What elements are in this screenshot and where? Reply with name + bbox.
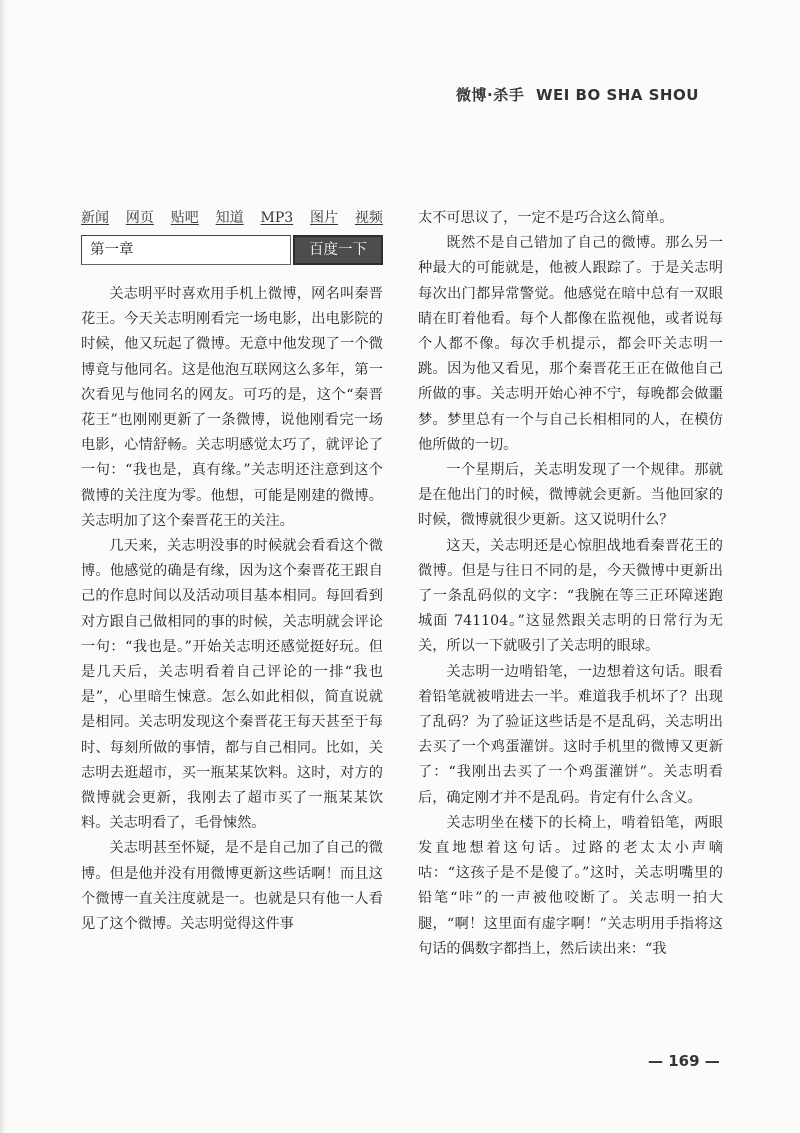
nav-link-tieba[interactable]: 贴吧 — [170, 210, 199, 226]
page-number-value: 169 — [668, 1052, 700, 1070]
paragraph: 既然不是自己错加了自己的微博。那么另一种最大的可能就是，他被人跟踪了。于是关志明每次出门都异常警觉。他感觉在暗中总有一双眼睛在盯着他看。每个人都像在监视他，或者说每个人都不像。每次手机提示，都会吓关志明一跳。因为他又看见，那个秦晋花王正在做他自己所做的事。关志明开始心神不宁，每晚都会做噩梦。梦里总有一个与自己长相相同的人，在模仿他所做的一切。 — [418, 235, 723, 453]
left-column — [81, 282, 383, 937]
column-name: 微博·杀手 — [456, 86, 525, 104]
page-edge-shadow — [0, 0, 6, 1133]
paragraph: 这天，关志明还是心惊胆战地看秦晋花王的微博。但是与往日不同的是，今天微博中更新出了一条乱码似的文字：“我腕在等三正环障迷跑城面 741104。”这显然跟关志明的日常行为无关，所以一下就吸引了关志明的眼球。 — [418, 537, 723, 655]
column-name-pinyin: WEI BO SHA SHOU — [535, 86, 699, 104]
search-nav-links — [81, 207, 383, 229]
nav-link-mp3[interactable]: MP3 — [260, 210, 294, 226]
nav-link-video[interactable]: 视频 — [354, 210, 383, 226]
paragraph: 关志明一边啃铅笔，一边想着这句话。眼看着铅笔就被啃进去一半。难道我手机坏了？出现了乱码？为了验证这些话是不是乱码，关志明出去买了一个鸡蛋灌饼。这时手机里的微博又更新了：“我刚出去买了一个鸡蛋灌饼”。关志明看后，确定刚才并不是乱码。肯定有什么含义。 — [418, 663, 723, 806]
right-column — [418, 206, 723, 962]
search-row — [81, 235, 383, 265]
search-input[interactable]: 第一章 — [81, 235, 291, 265]
paragraph: 几天来，关志明没事的时候就会看看这个微博。他感觉的确是有缘，因为这个秦晋花王跟自己的作息时间以及活动项目基本相同。每回看到对方跟自己做相同的事的时候，关志明就会评论一句：“我也是。”开始关志明还感觉挺好玩。但是几天后，关志明看着自己评论的一排“我也是”，心里暗生悚意。怎么如此相似，简直说就是相同。关志明发现这个秦晋花王每天甚至于每时、每刻所做的事情，都与自己相同。比如，关志明去逛超市，买一瓶某某饮料。这时，对方的微博就会更新，我刚去了超市买了一瓶某某饮料。关志明看了，毛骨悚然。 — [81, 538, 383, 832]
nav-link-web[interactable]: 网页 — [125, 210, 154, 226]
search-widget — [81, 207, 383, 267]
column-header — [456, 84, 726, 106]
page-number: — 169 — — [648, 1052, 720, 1070]
paragraph: 关志明平时喜欢用手机上微博，网名叫秦晋花王。今天关志明刚看完一场电影，出电影院的时候，他又玩起了微博。无意中他发现了一个微博竟与他同名。这是他泡互联网这么多年，第一次看见与他同名的网友。可巧的是，这个“秦晋花王”也刚刚更新了一条微博，说他刚看完一场电影，心情舒畅。关志明感觉太巧了，就评论了一句：“我也是，真有缘。”关志明还注意到这个微博的关注度为零。他想，可能是刚建的微博。关志明加了这个秦晋花王的关注。 — [81, 286, 383, 529]
paragraph: 关志明甚至怀疑，是不是自己加了自己的微博。但是他并没有用微博更新这些话啊！而且这个微博一直关注度就是一。也就是只有他一人看见了这个微博。关志明觉得这件事 — [81, 840, 383, 933]
search-button[interactable]: 百度一下 — [293, 235, 383, 265]
nav-link-images[interactable]: 图片 — [310, 210, 339, 226]
paragraph: 一个星期后，关志明发现了一个规律。那就是在他出门的时候，微博就会更新。当他回家的时候，微博就很少更新。这又说明什么？ — [418, 462, 723, 529]
nav-link-news[interactable]: 新闻 — [81, 210, 109, 226]
nav-link-zhidao[interactable]: 知道 — [215, 210, 244, 226]
paragraph-continuation: 太不可思议了，一定不是巧合这么简单。 — [418, 210, 674, 226]
paragraph: 关志明坐在楼下的长椅上，啃着铅笔，两眼发直地想着这句话。过路的老太太小声嘀咕：“这孩子是不是傻了。”这时，关志明嘴里的铅笔“咔”的一声被他咬断了。关志明一拍大腿，“啊！这里面有虚字啊！”关志明用手指将这句话的偶数字都挡上，然后读出来：“我 — [418, 814, 723, 957]
